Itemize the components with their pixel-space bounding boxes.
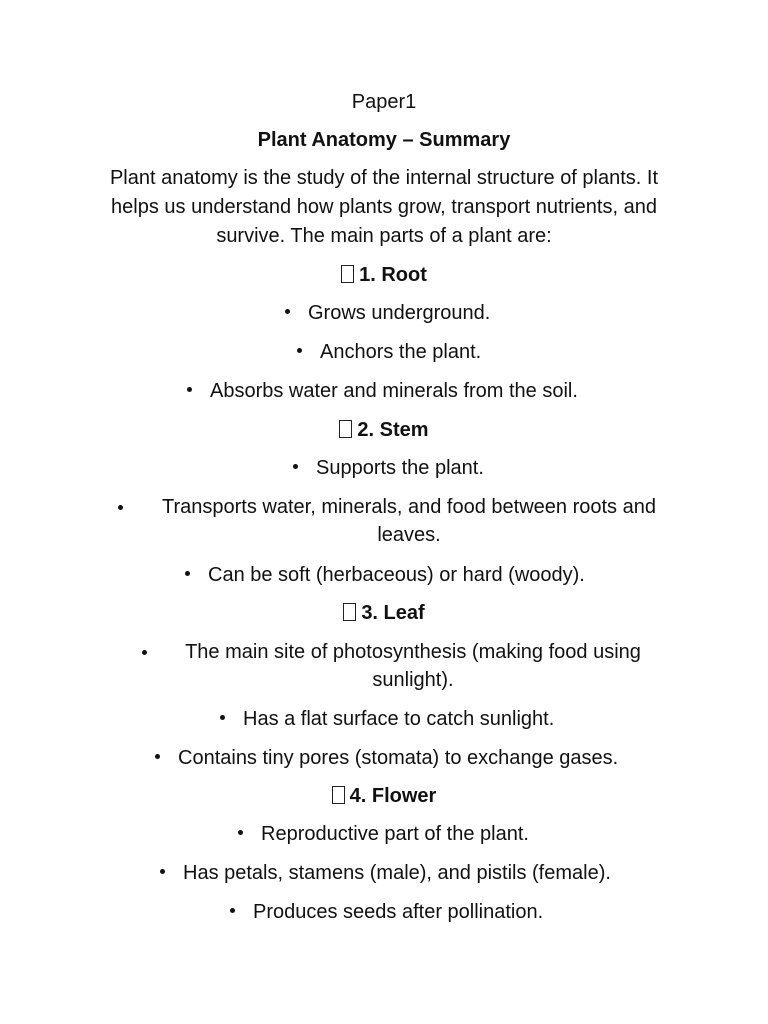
missing-glyph-icon bbox=[341, 265, 354, 283]
section-heading-stem: 2. Stem bbox=[0, 416, 768, 444]
bullet-icon bbox=[293, 464, 298, 469]
bullet-icon bbox=[285, 309, 290, 314]
missing-glyph-icon bbox=[339, 420, 352, 438]
document-header: Paper1 bbox=[351, 91, 417, 113]
missing-glyph-icon bbox=[332, 786, 345, 804]
list-item: Supports the plant. bbox=[293, 454, 484, 482]
missing-glyph-icon bbox=[343, 603, 356, 621]
bullet-icon bbox=[230, 908, 235, 913]
bullet-icon bbox=[187, 387, 192, 392]
bullet-icon bbox=[185, 571, 190, 576]
list-item: Grows underground. bbox=[285, 299, 490, 327]
section-heading-flower: 4. Flower bbox=[0, 782, 768, 810]
list-item: Anchors the plant. bbox=[297, 338, 481, 366]
list-item: Has petals, stamens (male), and pistils (female). bbox=[160, 859, 611, 887]
bullet-icon bbox=[160, 869, 165, 874]
bullet-icon bbox=[142, 650, 147, 655]
list-item: Absorbs water and minerals from the soil. bbox=[187, 377, 578, 405]
list-item: Reproductive part of the plant. bbox=[238, 820, 529, 848]
list-item: Has a flat surface to catch sunlight. bbox=[220, 705, 554, 733]
list-item: Produces seeds after pollination. bbox=[230, 898, 543, 926]
list-item: Contains tiny pores (stomata) to exchange gases. bbox=[155, 744, 618, 772]
list-item: Can be soft (herbaceous) or hard (woody). bbox=[185, 561, 585, 589]
bullet-icon bbox=[238, 830, 243, 835]
bullet-icon bbox=[118, 505, 123, 510]
bullet-icon bbox=[220, 715, 225, 720]
document-title: Plant Anatomy – Summary bbox=[257, 129, 511, 151]
list-item: Transports water, minerals, and food between roots and leaves. bbox=[118, 493, 678, 549]
intro-paragraph: Plant anatomy is the study of the internal structure of plants. It helps us understand how plants grow, transport nutrients, and survive. The main parts of a plant are: bbox=[109, 167, 659, 247]
list-item: The main site of photosynthesis (making food using sunlight). bbox=[142, 638, 662, 694]
bullet-icon bbox=[297, 348, 302, 353]
bullet-icon bbox=[155, 754, 160, 759]
section-heading-root: 1. Root bbox=[0, 261, 768, 289]
section-heading-leaf: 3. Leaf bbox=[0, 599, 768, 627]
